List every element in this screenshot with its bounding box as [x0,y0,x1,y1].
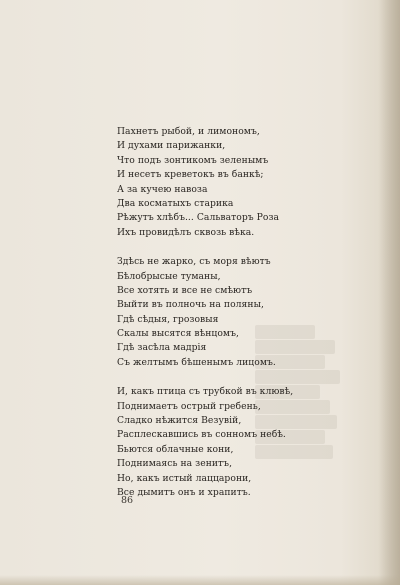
poem-line: Пахнетъ рыбой, и лимономъ, [117,126,260,137]
poem-line: Все дымитъ онъ и храпитъ. [117,486,251,498]
poem-line: Рѣжутъ хлѣбъ... Сальваторъ Роза [117,212,280,224]
poem-line: Скалы высятся вѣнцомъ, [117,328,239,340]
poem-line: А за кучею навоза [117,183,208,195]
poem-line: Два косматыхъ старика [117,197,234,209]
stanza-3 [117,385,387,500]
poem-line: Сладко нѣжится Везувій, [117,415,242,427]
poem-text [117,125,387,500]
spine-shadow [378,0,400,585]
page-number: 86 [121,495,134,506]
poem-line: Бѣлобрысые туманы, [117,270,221,282]
poem-line: Гдѣ сѣдыя, грозовыя [117,313,219,325]
poem-line: И духами парижанки, [117,140,226,152]
page-bottom-edge [0,575,400,585]
poem-line: И, какъ птица съ трубкой въ клювѣ, [117,386,294,398]
poem-line: И несетъ креветокъ въ банкѣ; [117,169,264,181]
poem-line: Все хотять и все не смѣютъ [117,284,253,296]
poem-line: Ихъ провидѣлъ сквозь вѣка. [117,226,255,238]
poem-line: Выйти въ полночь на поляны, [117,299,264,311]
poem-line: Бьются облачные кони, [117,443,234,455]
poem-line: Поднимаетъ острый гребень, [117,400,261,412]
poem-line: Поднимаясь на зенитъ, [117,458,233,470]
poem-line: Что подъ зонтикомъ зеленымъ [117,154,269,166]
poem-line: Здѣсь не жарко, съ моря вѣютъ [117,256,271,268]
poem-line: Но, какъ истый лаццарони, [117,472,252,484]
poem-line: Гдѣ засѣла мадрія [117,342,207,354]
stanza-2 [117,255,387,370]
poem-line: Расплескавшись въ сонномъ небѣ. [117,429,286,441]
poem-line: Съ желтымъ бѣшенымъ лицомъ. [117,356,276,368]
stanza-1 [117,125,387,240]
